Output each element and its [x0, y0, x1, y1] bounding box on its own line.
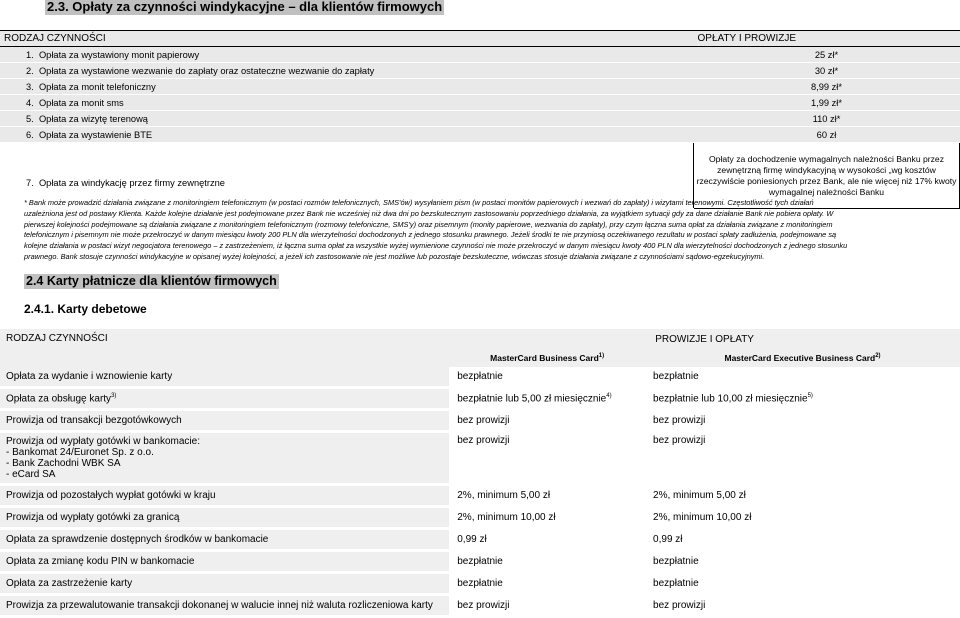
row-label: Opłata za monit sms — [38, 97, 124, 108]
row-value-business: 2%, minimum 10,00 zł — [449, 507, 645, 529]
row-label: Prowizja od transakcji bezgotówkowych — [0, 410, 449, 432]
row-value-business: bez prowizji — [449, 432, 645, 485]
row-fee: 8,99 zł* — [694, 79, 960, 95]
row-label: Opłata za wydanie i wznowienie karty — [0, 367, 449, 388]
footnote-line: telefonicznym i pisemnym nie może przekroczyć w danym miesiącu kwoty 200 PLN dla wierzytelności dochodzonych z jednego stosunku prawnego. Jeżeli środki te nie przyniosą oczekiwanego rezultatu w postaci spłaty zadłużenia, podejmowane są — [24, 230, 837, 240]
row-label: Prowizja od pozostałych wypłat gotówki w kraju — [0, 485, 449, 507]
row-label: Opłata za wizytę terenową — [38, 113, 148, 124]
row-value-business: 2%, minimum 5,00 zł — [449, 485, 645, 507]
row-value-business: bezpłatnie — [449, 551, 645, 573]
row-label: Opłata za wystawiony monit papierowy — [38, 49, 200, 60]
col-action-header: RODZAJ CZYNNOŚCI — [0, 31, 694, 47]
row-value-business: bez prowizji — [449, 595, 645, 617]
row-number: 2. — [26, 65, 34, 76]
row-value-executive: bez prowizji — [645, 432, 960, 485]
row-label: Opłata za windykację przez firmy zewnętrzne — [38, 177, 225, 188]
row-number: 4. — [26, 97, 34, 108]
row-value-business: bezpłatnie lub 5,00 zł miesięcznie$^{4)}$ — [449, 388, 645, 410]
col-fee-header: OPŁATY I PROWIZJE — [694, 31, 960, 47]
table-row — [0, 573, 960, 595]
table-row — [0, 507, 960, 529]
card-name-business: MasterCard Business Card$^{1)}$ — [449, 349, 645, 367]
table-row — [0, 63, 960, 79]
footnote-line: prawnego. Bank stosuje czynności windykacyjne w opisanej wyżej kolejności, a jeżeli ich zastosowanie nie jest możliwe lub pozostaje bezskuteczne, wówczas stosuje działania związane z czynnościami sądowo-egzekucyjnymi. — [24, 251, 765, 261]
footnote-line: uzależniona jest od postawy Klienta. Każde kolejne działanie jest podejmowane przez Bank nie wcześniej niż dwa dni po bezskutecznym zastosowaniu poprzedniego działania, za wyjątkiem sytuacji gdy za dane działanie Bank nie pobiera opłaty. W — [24, 208, 834, 218]
card-name-executive: MasterCard Executive Business Card$^{2)}$ — [645, 349, 960, 367]
row-fee: 30 zł* — [694, 63, 960, 79]
table-header — [0, 31, 960, 47]
footnote — [24, 198, 959, 263]
row-value-business: bezpłatnie — [449, 573, 645, 595]
table-row — [0, 388, 960, 410]
row-fee: 60 zł — [694, 127, 960, 143]
table-row — [0, 410, 960, 432]
row-value-executive: bezpłatnie — [645, 573, 960, 595]
table-row — [0, 529, 960, 551]
row-fee-description: Opłaty za dochodzenie wymagalnych należności Banku przez zewnętrzną firmę windykacyjną w wysokości „wg kosztów rzeczywiście poniesionych przez Bank, ale nie więcej niż 17% kwoty wymagalnej należności Banku — [694, 143, 960, 209]
table-row — [0, 432, 960, 485]
col-action-header: RODZAJ CZYNNOŚCI — [0, 329, 449, 367]
table-row — [0, 47, 960, 63]
debit-cards-table — [0, 329, 960, 618]
row-number: 7. — [26, 177, 34, 188]
row-number: 5. — [26, 113, 34, 124]
row-value-business: bezpłatnie — [449, 367, 645, 388]
section-title: 2.3. Opłaty za czynności windykacyjne – dla klientów firmowych — [47, 0, 443, 14]
table-row — [0, 485, 960, 507]
row-label: Opłata za zastrzeżenie karty — [0, 573, 449, 595]
subsection-heading: 2.4.1. Karty debetowe — [24, 302, 147, 316]
row-fee: 25 zł* — [694, 47, 960, 63]
row-label: Opłata za wystawione wezwanie do zapłaty oraz ostateczne wezwanie do zapłaty — [38, 65, 375, 76]
row-value-executive: 2%, minimum 10,00 zł — [645, 507, 960, 529]
row-label: Opłata za monit telefoniczny — [38, 81, 156, 92]
table-row — [0, 551, 960, 573]
table-row — [0, 367, 960, 388]
table-row — [0, 95, 960, 111]
row-label: Opłata za wystawienie BTE — [38, 129, 153, 140]
row-label: Opłata za sprawdzenie dostępnych środków w bankomacie — [0, 529, 449, 551]
table-row — [0, 127, 960, 143]
table-row — [0, 111, 960, 127]
row-value-executive: bez prowizji — [645, 595, 960, 617]
footnote-line: kolejne działania w postaci wizyt negocjatora terenowego – z zastrzeżeniem, iż łączna suma opłat za wszystkie wyżej wymienione czynności nie może przekroczyć w danym miesiącu kwoty 400 PLN dla wierzytelności dochodzonych z jednego stosunku — [24, 241, 848, 251]
collection-fees-table — [0, 30, 960, 209]
footnote-line: * Bank może prowadzić działania związane z monitoringiem telefonicznym (w postaci rozmów telefonicznych, SMS'ów) wysyłaniem pism (w postaci monitów papierowych i wezwań do zapłaty) i wizytami terenowymi. Częstotliwość tych działań — [24, 198, 814, 207]
row-label: Opłata za obsługę karty$^{3)}$ — [0, 388, 449, 410]
row-value-business: 0,99 zł — [449, 529, 645, 551]
row-label: Opłata za zmianę kodu PIN w bankomacie — [0, 551, 449, 573]
table-header — [0, 329, 960, 349]
row-value-executive: bezpłatnie lub 10,00 zł miesięcznie$^{5)}$ — [645, 388, 960, 410]
row-fee: 1,99 zł* — [694, 95, 960, 111]
row-fee: 110 zł* — [694, 111, 960, 127]
row-label: Prowizja od wypłaty gotówki w bankomacie: - Bankomat 24/Euronet Sp. z o.o. - Bank Zachodni WBK SA - eCard SA — [0, 432, 449, 485]
col-fees-header: PROWIZJE I OPŁATY — [449, 329, 960, 349]
row-value-executive: 0,99 zł — [645, 529, 960, 551]
row-value-executive: bez prowizji — [645, 410, 960, 432]
section-heading: 2.4 Karty płatnicze dla klientów firmowych — [26, 274, 277, 288]
table-row — [0, 79, 960, 95]
row-value-executive: bezpłatnie — [645, 367, 960, 388]
row-value-business: bez prowizji — [449, 410, 645, 432]
row-number: 6. — [26, 129, 34, 140]
table-row — [0, 595, 960, 617]
footnote-line: pierwszej kolejności podejmowane są działania związane z monitoringiem telefonicznym (rozmowy telefoniczne, SMS'y) oraz pisemnym (monity papierowe, wezwania do zapłaty), przy czym łączna suma opłat za działania związane z monitoringiem — [24, 219, 833, 229]
row-label: Prowizja za przewalutowanie transakcji dokonanej w walucie innej niż waluta rozliczeniowa karty — [0, 595, 449, 617]
row-label: Prowizja od wypłaty gotówki za granicą — [0, 507, 449, 529]
row-number: 1. — [26, 49, 34, 60]
row-value-executive: 2%, minimum 5,00 zł — [645, 485, 960, 507]
row-value-executive: bezpłatnie — [645, 551, 960, 573]
row-number: 3. — [26, 81, 34, 92]
